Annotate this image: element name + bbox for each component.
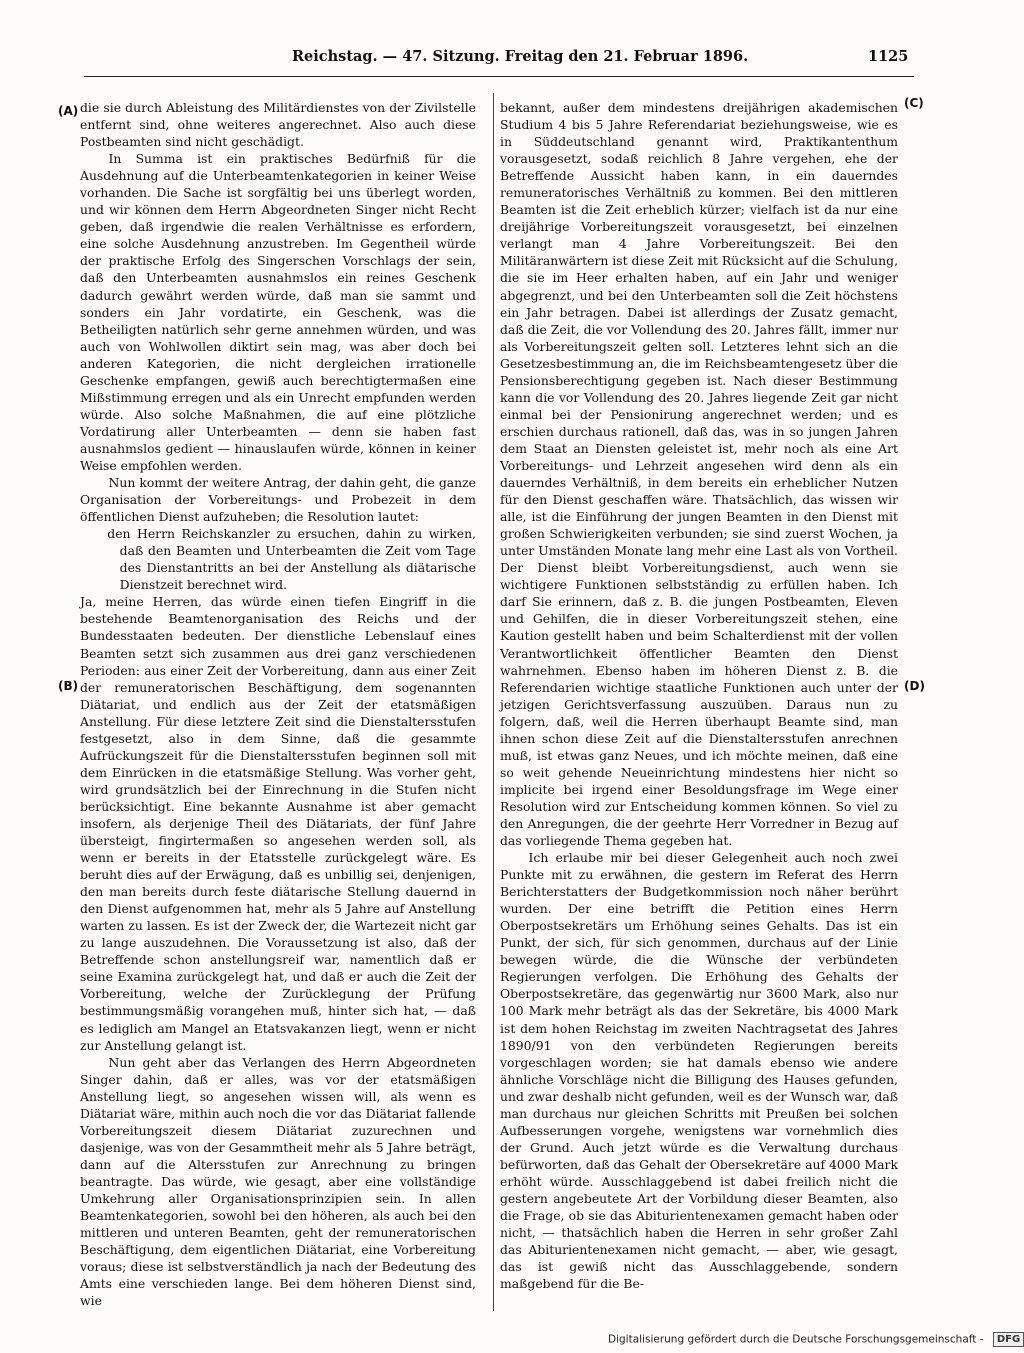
column-divider	[493, 93, 494, 1311]
footer-credit-text: Digitalisierung gefördert durch die Deutsche Forschungsgemeinschaft -	[608, 1333, 984, 1346]
margin-marker-c: (C)	[904, 96, 924, 110]
paragraph: Ja, meine Herren, das würde einen tiefen Eingriff in die bestehende Beamtenorganisation des Reichs und der Bundesstaaten bedeuten. Der dienstliche Lebenslauf eines Beamten setzt sich zusammen aus drei ganz verschiedenen Perioden: aus einer Zeit der Vorbereitung, dann aus einer Zeit der remuneratorischen Beschäftigung, dem sogenannten Diätariat, und endlich aus der Zeit der etatsmäßigen Anstellung. Für diese letztere Zeit sind die Dienstaltersstufen festgesetzt, also in dem Sinne, daß die gesammte Aufrückungszeit für die Dienstaltersstufen beginnen soll mit dem Einrücken in die etatsmäßige Stellung. Was vorher geht, wird grundsätzlich bei der Einrechnung in die Stufen nicht berücksichtigt. Eine bekannte Ausnahme ist aber gemacht insofern, als derjenige Theil des Diätariats, der fünf Jahre übersteigt, fingirtermaßen so angesehen werden soll, als wenn er bereits in der Etatsstelle zurückgelegt wäre. Es beruht dies auf der Erwägung, daß es unbillig sei, denjenigen, den man bereits durch feste diätarische Stellung dauernd in den Dienst aufgenommen hat, mehr als 5 Jahre auf Anstellung warten zu lassen. Es ist der Zweck der, die Wartezeit nicht gar zu lange auszudehnen. Die Voraussetzung ist also, daß der Betreffende schon anstellungsreif war, namentlich daß er seine Examina zurückgelegt hat, und daß er auch die Zeit der Vorbereitung, welche der Zurücklegung der Prüfung bestimmungsmäßig vorangehen muß, hinter sich hat, — daß es lediglich am Mangel an Etatsvakanzen liegt, wenn er nicht zur Anstellung gelangt ist.	[80, 594, 476, 1053]
paragraph: Ich erlaube mir bei dieser Gelegenheit auch noch zwei Punkte mit zu erwähnen, die gestern im Referat des Herrn Berichterstatters der Budgetkommission noch näher berührt wurden. Der eine betrifft die Petition eines Herrn Oberpostsekretärs um Erhöhung seines Gehalts. Das ist ein Punkt, der sich, für sich genommen, durchaus auf der Linie bewegen würde, die die Wünsche der verbündeten Regierungen verfolgen. Die Erhöhung des Gehalts der Oberpostsekretäre, das gegenwärtig nur 3600 Mark, also nur 100 Mark mehr beträgt als das der Sekretäre, bis 4000 Mark ist dem hohen Reichstag im zweiten Nachtragsetat des Jahres 1890/91 von den verbündeten Regierungen bereits vorgeschlagen worden; sie hat damals ebenso wie andere ähnliche Vorschläge nicht die Billigung des Hauses gefunden, und zwar deshalb nicht gefunden, weil es der Wunsch war, daß man durchaus nur gleichen Schritts mit Preußen bei solchen Aufbesserungen vorgehe, wenigstens war vornehmlich dies der Grund. Auch jetzt würde es die Verwaltung durchaus befürworten, daß das Gehalt der Obersekretäre auf 4000 Mark erhöht würde. Ausschlaggebend ist dabei freilich nicht die gestern angebeutete Art der Vorbildung dieser Beamten, also die Frage, ob sie das Abiturientenexamen gemacht haben oder nicht, — thatsächlich haben die Herren in sehr großer Zahl das Abiturientenexamen nicht gemacht, — aber, wie gesagt, das ist gewiß nicht das Ausschlaggebende, sondern maßgebend für die Be-	[500, 850, 898, 1292]
margin-marker-d: (D)	[904, 679, 925, 693]
margin-marker-b: (B)	[58, 679, 79, 693]
right-text-column	[500, 99, 899, 1292]
left-text-column	[80, 99, 476, 1309]
running-header	[0, 48, 1000, 70]
paragraph: bekannt, außer dem mindestens dreijährigen akademischen Studium 4 bis 5 Jahre Referendariat beziehungsweise, wie es in Süddeutschland genannt wird, Praktikantenthum vorausgesetzt, sodaß reichlich 8 Jahre vergehen, ehe der Betreffende Aussicht haben kann, in ein dauerndes remuneratorisches Verhältniß zu kommen. Bei den mittleren Beamten ist die Zeit erheblich kürzer; vielfach ist da nur eine dreijährige Vorbereitungszeit vorausgesetzt, bei einzelnen verlangt man 4 Jahre Vorbereitungszeit. Bei den Militäranwärtern ist diese Zeit mit Rücksicht auf die Schulung, die sie im Heer erhalten haben, auf ein Jahr und weniger abgegrenzt, und bei den Unterbeamten soll die Zeit höchstens ein Jahr betragen. Dabei ist allerdings der Zusatz gemacht, daß die Zeit, die vor Vollendung des 20. Jahres fällt, immer nur als Vorbereitungszeit gelten soll. Letzteres lehnt sich an die Gesetzesbestimmung an, die im Reichsbeamtengesetz über die Pensionsberechtigung gegeben ist. Nach dieser Bestimmung kann die vor Vollendung des 20. Jahres liegende Zeit gar nicht einmal bei der Pensionirung angerechnet werden; und es erschien durchaus rationell, daß das, was in so jungen Jahren dem Staat an Diensten geleistet ist, mehr noch als eine Art Vorbereitungs- und Lehrzeit angesehen wird denn als ein dauerndes Verhältniß, in dem bereits ein erheblicher Nutzen für den Dienst geschaffen wäre. Thatsächlich, das wissen wir alle, ist die Einführung der jungen Beamten in den Dienst mit großen Schwierigkeiten verbunden; sie sind zuerst Wochen, ja unter Umständen Monate lang mehr eine Last als von Vortheil. Der Dienst bleibt Vorbereitungsdienst, auch wenn sie wichtigere Funktionen selbstständig zu erfüllen haben. Ich darf Sie erinnern, daß z. B. die jungen Postbeamten, Eleven und Gehilfen, die in dieser Vorbereitungszeit stehen, eine Kaution gestellt haben und beim Schalterdienst mit der vollen Verantwortlichkeit öffentlicher Beamten den Dienst wahrnehmen. Ebenso haben im höheren Dienst z. B. die Referendarien wichtige staatliche Funktionen auch unter der jetzigen Gerichtsverfassung auszuüben. Daraus nun zu folgern, daß, weil die Herren überhaupt Beamte sind, man ihnen schon diese Zeit auf die Dienstaltersstufen anrechnen muß, ist etwas ganz Neues, und ich möchte meinen, daß eine so weit gehende Neueinrichtung mindestens hier nicht so implicite bei irgend einer Besoldungsfrage im Wege einer Resolution wird zur Entscheidung kommen können. So viel zu den Anregungen, die der geehrte Herr Vorredner in Bezug auf das vorliegende Thema gegeben hat.	[500, 100, 899, 849]
paragraph: den Herrn Reichskanzler zu ersuchen, dahin zu wirken, daß den Beamten und Unterbeamten die Zeit vom Tage des Dienstantritts an bei der Anstellung als diätarische Dienstzeit berechnet wird.	[107, 526, 476, 593]
header-title: Reichstag. — 47. Sitzung. Freitag den 21. Februar 1896.	[292, 48, 749, 65]
paragraph: die sie durch Ableistung des Militärdienstes von der Zivilstelle entfernt sind, ohne weiteres angerechnet. Also auch diese Postbeamten sind nicht geschädigt.	[80, 100, 476, 150]
paragraph: Nun kommt der weitere Antrag, der dahin geht, die ganze Organisation der Vorbereitungs- und Probezeit in dem öffentlichen Dienst aufzuheben; die Resolution lautet:	[80, 475, 476, 525]
paragraph: Nun geht aber das Verlangen des Herrn Abgeordneten Singer dahin, daß er alles, was vor der etatsmäßigen Anstellung liegt, so angesehen wissen will, als wenn es Diätariat wäre, mithin auch noch die vor das Diätariat fallende Vorbereitungszeit diesem Diätariat zuzurechnen und dasjenige, was von der Gesammtheit mehr als 5 Jahre beträgt, dann auf die Altersstufen zur Anrechnung zu bringen beantragte. Das würde, wie gesagt, aber eine vollständige Umkehrung aller Organisationsprinzipien sein. In allen Beamtenkategorien, sowohl bei den höheren, als auch bei den mittleren und unteren Beamten, geht der remuneratorischen Beschäftigung, dem eigentlichen Diätariat, eine Vorbereitung voraus; diese ist selbstverständlich ja nach der Bedeutung des Amts eine verschieden lange. Bei dem höheren Dienst sind, wie	[80, 1054, 476, 1309]
paragraph: In Summa ist ein praktisches Bedürfniß für die Ausdehnung auf die Unterbeamtenkategorien in keiner Weise vorhanden. Die Sache ist sorgfältig bei uns überlegt worden, und wir können dem Herrn Abgeordneten Singer nicht Recht geben, daß irgendwie die realen Verhältnisse es erfordern, eine solche Ausdehnung anzustreben. Im Gegentheil würde der praktische Erfolg des Singerschen Vorschlags der sein, daß den Unterbeamten ausnahmslos ein reines Geschenk dadurch gewährt werden würde, daß man sie sammt und sonders ein Jahr vordatirte, ein Geschenk, was die Betheiligten natürlich sehr gerne annehmen würden, und was auch von Wohlwollen diktirt sein mag, was aber doch bei anderen Kategorien, die nicht dergleichen irrationelle Geschenke empfangen, gewiß auch berechtigtermaßen eine Mißstimmung erregen und als ein Unrecht empfunden werden würde. Also solche Maßnahmen, die auf eine plötzliche Vordatirung aller Unterbeamten — denn sie haben fast ausnahmslos gedient — hinauslaufen würde, können in keiner Weise empfohlen werden.	[80, 151, 476, 473]
page-number: 1125	[868, 48, 909, 65]
footer-credit	[608, 1332, 1024, 1347]
header-rule	[84, 76, 914, 77]
dfg-logo: DFG	[993, 1332, 1024, 1347]
margin-marker-a: (A)	[58, 104, 79, 118]
